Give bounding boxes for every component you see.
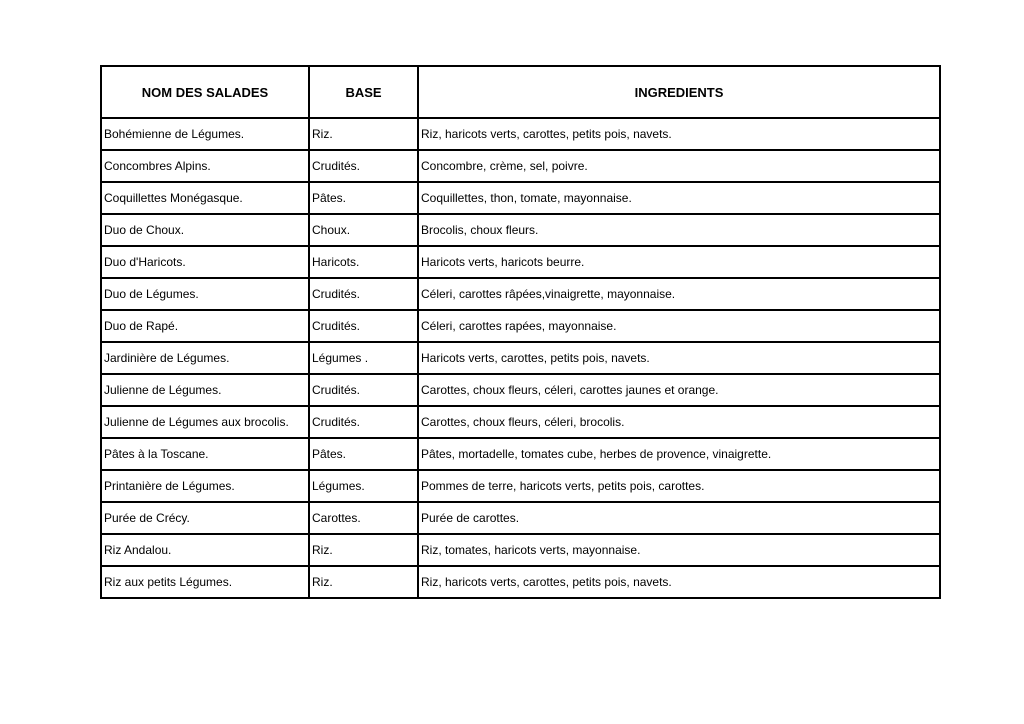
ingredients-cell: Carottes, choux fleurs, céleri, carottes jaunes et orange. — [418, 374, 940, 406]
ingredients-cell: Purée de carottes. — [418, 502, 940, 534]
ingredients-cell: Brocolis, choux fleurs. — [418, 214, 940, 246]
salad-name-cell: Printanière de Légumes. — [101, 470, 309, 502]
salad-name-cell: Purée de Crécy. — [101, 502, 309, 534]
table-row — [101, 470, 940, 502]
salad-name-cell: Jardinière de Légumes. — [101, 342, 309, 374]
salad-name-cell: Bohémienne de Légumes. — [101, 118, 309, 150]
salad-name-cell: Coquillettes Monégasque. — [101, 182, 309, 214]
ingredients-cell: Haricots verts, haricots beurre. — [418, 246, 940, 278]
base-cell: Légumes . — [309, 342, 418, 374]
base-cell: Légumes. — [309, 470, 418, 502]
base-cell: Crudités. — [309, 406, 418, 438]
table-row — [101, 118, 940, 150]
salad-name-cell: Concombres Alpins. — [101, 150, 309, 182]
salad-name-cell: Julienne de Légumes. — [101, 374, 309, 406]
salad-name-cell: Duo de Choux. — [101, 214, 309, 246]
table-row — [101, 310, 940, 342]
table-row — [101, 342, 940, 374]
salad-name-cell: Pâtes à la Toscane. — [101, 438, 309, 470]
ingredients-cell: Riz, tomates, haricots verts, mayonnaise. — [418, 534, 940, 566]
ingredients-cell: Carottes, choux fleurs, céleri, brocolis. — [418, 406, 940, 438]
table-row — [101, 150, 940, 182]
table-row — [101, 534, 940, 566]
table-row — [101, 246, 940, 278]
salad-table — [100, 65, 941, 599]
table-row — [101, 374, 940, 406]
header-row — [101, 66, 940, 118]
base-cell: Pâtes. — [309, 438, 418, 470]
header-salad-name: NOM DES SALADES — [101, 66, 309, 118]
salad-name-cell: Riz aux petits Légumes. — [101, 566, 309, 598]
salad-name-cell: Riz Andalou. — [101, 534, 309, 566]
ingredients-cell: Céleri, carottes râpées,vinaigrette, mayonnaise. — [418, 278, 940, 310]
base-cell: Crudités. — [309, 310, 418, 342]
base-cell: Riz. — [309, 566, 418, 598]
header-base: BASE — [309, 66, 418, 118]
header-ingredients: INGREDIENTS — [418, 66, 940, 118]
base-cell: Carottes. — [309, 502, 418, 534]
ingredients-cell: Céleri, carottes rapées, mayonnaise. — [418, 310, 940, 342]
ingredients-cell: Pommes de terre, haricots verts, petits pois, carottes. — [418, 470, 940, 502]
base-cell: Crudités. — [309, 374, 418, 406]
table-header — [101, 66, 940, 118]
table-row — [101, 406, 940, 438]
table-row — [101, 566, 940, 598]
base-cell: Riz. — [309, 534, 418, 566]
base-cell: Haricots. — [309, 246, 418, 278]
table-row — [101, 214, 940, 246]
ingredients-cell: Pâtes, mortadelle, tomates cube, herbes de provence, vinaigrette. — [418, 438, 940, 470]
ingredients-cell: Concombre, crème, sel, poivre. — [418, 150, 940, 182]
ingredients-cell: Riz, haricots verts, carottes, petits pois, navets. — [418, 566, 940, 598]
salad-name-cell: Duo d'Haricots. — [101, 246, 309, 278]
table-row — [101, 182, 940, 214]
salad-name-cell: Julienne de Légumes aux brocolis. — [101, 406, 309, 438]
table-row — [101, 278, 940, 310]
table-body — [101, 118, 940, 598]
base-cell: Pâtes. — [309, 182, 418, 214]
base-cell: Crudités. — [309, 278, 418, 310]
base-cell: Riz. — [309, 118, 418, 150]
ingredients-cell: Coquillettes, thon, tomate, mayonnaise. — [418, 182, 940, 214]
table-row — [101, 438, 940, 470]
ingredients-cell: Riz, haricots verts, carottes, petits pois, navets. — [418, 118, 940, 150]
salad-name-cell: Duo de Rapé. — [101, 310, 309, 342]
table-row — [101, 502, 940, 534]
ingredients-cell: Haricots verts, carottes, petits pois, navets. — [418, 342, 940, 374]
base-cell: Choux. — [309, 214, 418, 246]
salad-name-cell: Duo de Légumes. — [101, 278, 309, 310]
base-cell: Crudités. — [309, 150, 418, 182]
